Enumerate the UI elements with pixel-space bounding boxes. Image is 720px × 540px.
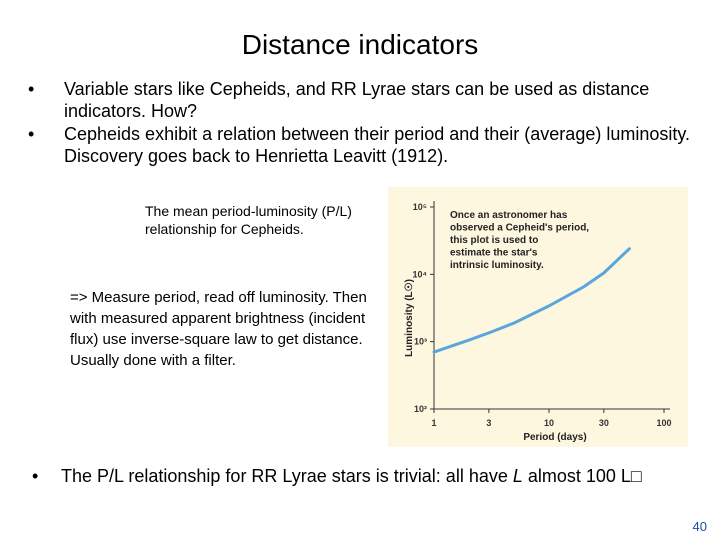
bullet-text: Variable stars like Cepheids, and RR Lyrae stars can be used as distance indicators. How? bbox=[64, 79, 650, 121]
x-tick-label: 3 bbox=[486, 418, 492, 428]
x-axis-label: Period (days) bbox=[523, 432, 587, 443]
bullet-item bbox=[28, 123, 708, 167]
y-tick-label: 10³ bbox=[413, 336, 427, 347]
period-luminosity-chart bbox=[388, 187, 688, 447]
bullet-dot: • bbox=[32, 466, 39, 486]
bullet-text-var: L bbox=[512, 466, 523, 486]
slide-title: Distance indicators bbox=[241, 29, 479, 60]
chart-annotation bbox=[450, 210, 589, 271]
annotation-line: Once an astronomer has bbox=[450, 210, 568, 221]
chart-svg bbox=[388, 187, 688, 447]
bullet-dot: • bbox=[28, 79, 35, 99]
figure-caption: The mean period-luminosity (P/L) relationship for Cepheids. bbox=[145, 203, 352, 237]
x-tick-label: 1 bbox=[431, 418, 437, 428]
method-note: => Measure period, read off luminosity. Then with measured apparent brightness (incident flux) use inverse-square law to get distance. Usually done with a filter. bbox=[70, 289, 367, 369]
bottom-bullet bbox=[32, 465, 720, 487]
page-number: 40 bbox=[692, 519, 707, 534]
bullet-text: Cepheids exhibit a relation between their period and their (average) luminosity. Discovery goes back to Henrietta Leavitt (1912). bbox=[64, 124, 691, 166]
y-tick-label: 10⁴ bbox=[412, 269, 427, 280]
y-axis-label: Luminosity (L☉) bbox=[404, 279, 415, 357]
bullet-text-post: almost 100 L□ bbox=[522, 466, 642, 486]
annotation-line: this plot is used to bbox=[450, 235, 539, 246]
bullet-list bbox=[28, 78, 708, 168]
annotation-line: estimate the star's bbox=[450, 247, 538, 259]
bullet-dot: • bbox=[28, 124, 35, 144]
annotation-line: observed a Cepheid's period, bbox=[450, 222, 590, 234]
bullet-text-pre: The P/L relationship for RR Lyrae stars is trivial: all have bbox=[61, 466, 513, 486]
x-tick-label: 10 bbox=[543, 418, 555, 428]
y-tick-label: 10² bbox=[413, 404, 427, 414]
y-tick-label: 10⁵ bbox=[412, 202, 427, 212]
annotation-line: intrinsic luminosity. bbox=[450, 260, 544, 271]
x-tick-label: 30 bbox=[598, 418, 609, 428]
bullet-item bbox=[28, 78, 708, 122]
x-tick-label: 100 bbox=[656, 418, 672, 428]
